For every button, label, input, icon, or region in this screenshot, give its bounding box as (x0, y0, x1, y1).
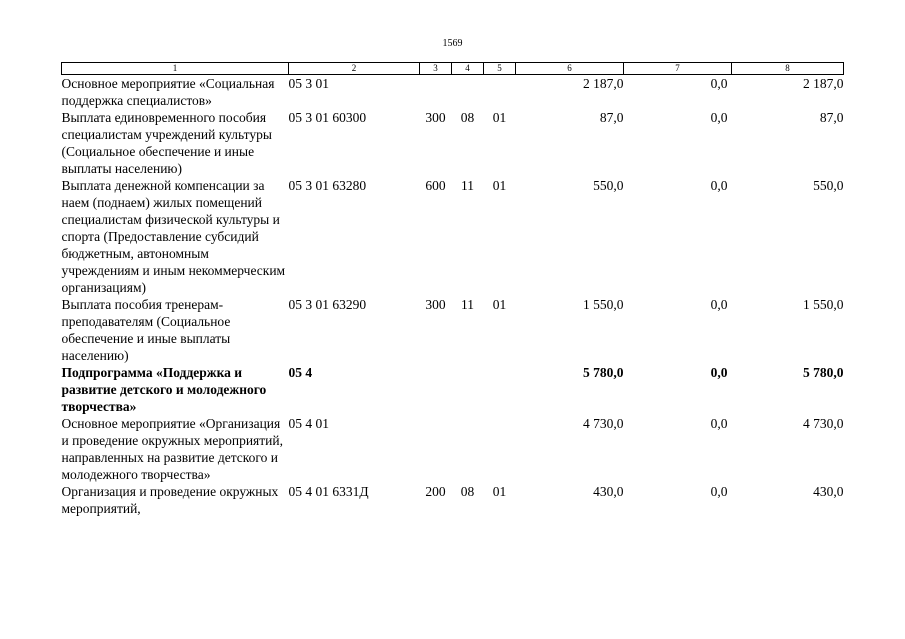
column-header-4: 4 (452, 63, 484, 75)
row-col3 (420, 364, 452, 415)
table-row (62, 75, 844, 110)
row-col5: 01 (492, 297, 507, 312)
row-value-6: 1 550,0 (583, 297, 624, 312)
row-name: Выплата денежной компенсации за наем (поднаем) жилых помещений специалистам физической культуры и спорта (Предоставление субсидий бюджетным, автономным учреждениям и иным некоммерческим организациям) (61, 178, 286, 295)
table-row-subprogram (62, 364, 844, 415)
row-col5 (484, 75, 516, 110)
row-name: Выплата пособия тренерам-преподавателям (Социальное обеспечение и иные выплаты населению) (61, 297, 231, 363)
row-value-7: 0,0 (710, 178, 728, 193)
row-col5: 01 (492, 178, 507, 193)
row-value-8: 87,0 (819, 110, 844, 125)
column-header-8: 8 (732, 63, 844, 75)
row-col5: 01 (492, 484, 507, 499)
row-code: 05 4 01 (288, 416, 329, 431)
column-header-7: 7 (624, 63, 732, 75)
row-code: 05 4 (288, 365, 313, 380)
row-col3: 300 (425, 110, 446, 125)
row-col4 (452, 75, 484, 110)
row-col5 (484, 364, 516, 415)
row-col3 (420, 75, 452, 110)
row-value-6: 5 780,0 (583, 365, 624, 380)
row-value-7: 0,0 (710, 484, 728, 499)
row-name: Основное мероприятие «Социальная поддержка специалистов» (61, 76, 275, 108)
column-header-1: 1 (62, 63, 289, 75)
row-col3: 300 (425, 297, 446, 312)
row-name: Выплата единовременного пособия специалистам учреждений культуры (Социальное обеспечение и иные выплаты населению) (61, 110, 272, 176)
row-col4: 11 (461, 178, 474, 193)
row-col5: 01 (492, 110, 507, 125)
row-value-6: 4 730,0 (583, 416, 624, 431)
row-value-8: 5 780,0 (803, 365, 844, 380)
budget-table (61, 62, 844, 517)
row-value-8: 2 187,0 (803, 76, 844, 91)
row-name: Организация и проведение окружных мероприятий, (61, 484, 279, 516)
row-code: 05 3 01 63290 (288, 297, 367, 312)
table-row (62, 296, 844, 364)
row-value-6: 87,0 (599, 110, 624, 125)
row-value-6: 550,0 (593, 178, 624, 193)
page-number: 1569 (442, 38, 463, 49)
column-header-5: 5 (484, 63, 516, 75)
row-code: 05 4 01 6331Д (288, 484, 369, 499)
table-row (62, 483, 844, 517)
row-value-7: 0,0 (710, 365, 728, 380)
row-value-8: 430,0 (813, 484, 844, 499)
row-value-8: 1 550,0 (803, 297, 844, 312)
row-value-8: 550,0 (813, 178, 844, 193)
row-value-6: 2 187,0 (583, 76, 624, 91)
row-value-7: 0,0 (710, 110, 728, 125)
row-code: 05 3 01 60300 (288, 110, 367, 125)
row-value-7: 0,0 (710, 76, 728, 91)
row-col4: 08 (460, 110, 475, 125)
column-number-header (62, 63, 844, 75)
column-header-3: 3 (420, 63, 452, 75)
row-code: 05 3 01 (288, 76, 329, 91)
table-row (62, 177, 844, 296)
row-col4: 11 (461, 297, 474, 312)
row-col4 (452, 364, 484, 415)
table-row (62, 415, 844, 483)
row-value-7: 0,0 (710, 416, 728, 431)
row-col3: 200 (425, 484, 446, 499)
column-header-6: 6 (516, 63, 624, 75)
row-value-8: 4 730,0 (803, 416, 844, 431)
row-col3 (420, 415, 452, 483)
row-name: Основное мероприятие «Организация и проведение окружных мероприятий, направленных на развитие детского и молодежного творчества» (61, 416, 283, 482)
table-row (62, 109, 844, 177)
column-header-2: 2 (289, 63, 420, 75)
row-col4 (452, 415, 484, 483)
row-col4: 08 (460, 484, 475, 499)
row-value-6: 430,0 (593, 484, 624, 499)
row-value-7: 0,0 (710, 297, 728, 312)
row-col5 (484, 415, 516, 483)
row-code: 05 3 01 63280 (288, 178, 367, 193)
row-col3: 600 (425, 178, 446, 193)
row-name: Подпрограмма «Поддержка и развитие детского и молодежного творчества» (61, 365, 267, 414)
